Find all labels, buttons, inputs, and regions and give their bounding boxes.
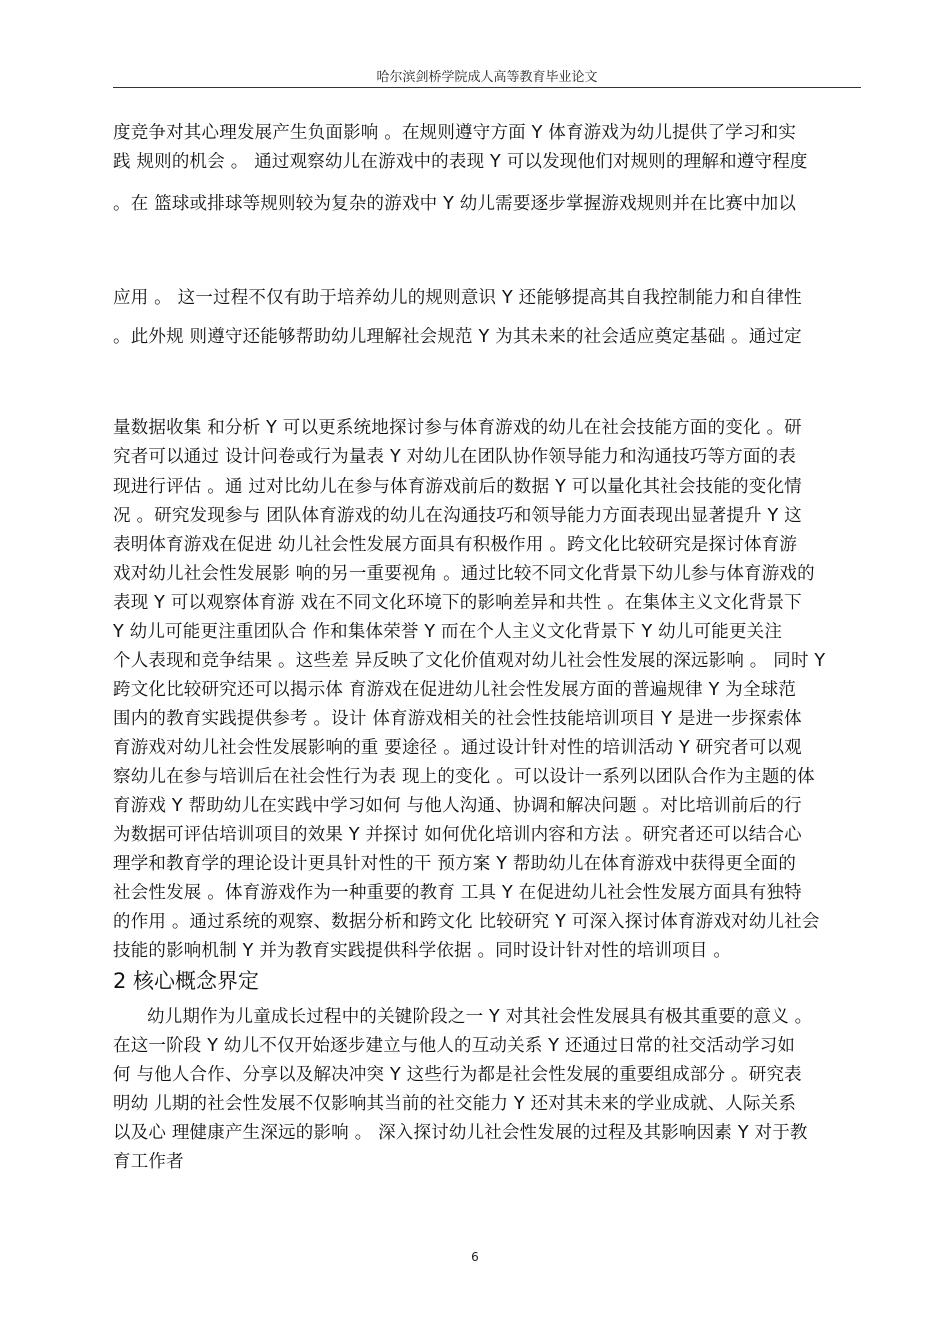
text-line: 应用 。 这一过程不仅有助于培养幼儿的规则意识 Y 还能够提高其自我控制能力和自律性 (113, 288, 802, 308)
text-line: 在这一阶段 Y 幼儿不仅开始逐步建立与他人的互动关系 Y 还通过日常的社交活动学习如 (113, 1036, 796, 1056)
text-line: 理学和教育学的理论设计更具针对性的干 预方案 Y 帮助幼儿在体育游戏中获得更全面的 (113, 854, 797, 874)
text-line: 况 。研究发现参与 团队体育游戏的幼儿在沟通技巧和领导能力方面表现出显著提升 Y 这 (113, 506, 802, 526)
text-line: 以及心 理健康产生深远的影响 。 深入探讨幼儿社会性发展的过程及其影响因素 Y 对于教 (113, 1123, 808, 1143)
text-line: 度竞争对其心理发展产生负面影响 。在规则遵守方面 Y 体育游戏为幼儿提供了学习和实 (113, 123, 797, 143)
text-line: Y 幼儿可能更注重团队合 作和集体荣誉 Y 而在个人主义文化背景下 Y 幼儿可能更关注 (113, 622, 783, 642)
text-line: 践 规则的机会 。 通过观察幼儿在游戏中的表现 Y 可以发现他们对规则的理解和遵守程度 (113, 152, 808, 172)
text-line: 明幼 儿期的社会性发展不仅影响其当前的社交能力 Y 还对其未来的学业成就、人际关系 (113, 1094, 797, 1114)
text-line: 为数据可评估培训项目的效果 Y 并探讨 如何优化培训内容和方法 。研究者还可以结合心 (113, 825, 802, 845)
header-rule (113, 87, 861, 88)
text-line: 究者可以通过 设计问卷或行为量表 Y 对幼儿在团队协作领导能力和沟通技巧等方面的表 (113, 447, 797, 467)
text-line: 的作用 。通过系统的观察、数据分析和跨文化 比较研究 Y 可深入探讨体育游戏对幼儿社会 (113, 912, 820, 932)
text-line: 技能的影响机制 Y 并为教育实践提供科学依据 。同时设计针对性的培训项目 。 (113, 941, 732, 961)
text-line: 社会性发展 。体育游戏作为一种重要的教育 工具 Y 在促进幼儿社会性发展方面具有独特 (113, 883, 802, 903)
text-line: 跨文化比较研究还可以揭示体 育游戏在促进幼儿社会性发展方面的普遍规律 Y 为全球范 (113, 680, 797, 700)
text-line: 表现 Y 可以观察体育游 戏在不同文化环境下的影响差异和共性 。在集体主义文化背景下 (113, 593, 802, 613)
running-header: 哈尔滨剑桥学院成人高等教育毕业论文 (376, 70, 598, 85)
text-line: 个人表现和竞争结果 。这些差 异反映了文化价值观对幼儿社会性发展的深远影响 。 同时 Y (113, 651, 826, 671)
text-line: 育游戏对幼儿社会性发展影响的重 要途径 。通过设计针对性的培训活动 Y 研究者可以观 (113, 738, 802, 758)
page-number: 6 (471, 1250, 479, 1264)
text-line: 何 与他人合作、分享以及解决冲突 Y 这些行为都是社会性发展的重要组成部分 。研究表 (113, 1065, 802, 1085)
text-line: 表明体育游戏在促进 幼儿社会性发展方面具有积极作用 。跨文化比较研究是探讨体育游 (113, 535, 798, 555)
section-heading: 2 核心概念界定 (113, 969, 260, 993)
text-line: 察幼儿在参与培训后在社会性行为表 现上的变化 。可以设计一系列以团队合作为主题的体 (113, 767, 815, 787)
text-line: 戏对幼儿社会性发展影 响的另一重要视角 。通过比较不同文化背景下幼儿参与体育游戏的 (113, 564, 815, 584)
text-line: 现进行评估 。通 过对比幼儿在参与体育游戏前后的数据 Y 可以量化其社会技能的变化情 (113, 477, 802, 497)
text-line: 育游戏 Y 帮助幼儿在实践中学习如何 与他人沟通、协调和解决问题 。对比培训前后的行 (113, 796, 802, 816)
text-line: 。在 篮球或排球等规则较为复杂的游戏中 Y 幼儿需要逐步掌握游戏规则并在比赛中加以 (113, 194, 797, 214)
text-line: 育工作者 (113, 1152, 184, 1172)
text-line: 围内的教育实践提供参考 。设计 体育游戏相关的社会性技能培训项目 Y 是进一步探索体 (113, 709, 802, 729)
text-line: 幼儿期作为儿童成长过程中的关键阶段之一 Y 对其社会性发展具有极其重要的意义 。 (147, 1007, 813, 1027)
text-line: 。此外规 则遵守还能够帮助幼儿理解社会规范 Y 为其未来的社会适应奠定基础 。通过定 (113, 327, 802, 347)
text-line: 量数据收集 和分析 Y 可以更系统地探讨参与体育游戏的幼儿在社会技能方面的变化 。研 (113, 418, 802, 438)
